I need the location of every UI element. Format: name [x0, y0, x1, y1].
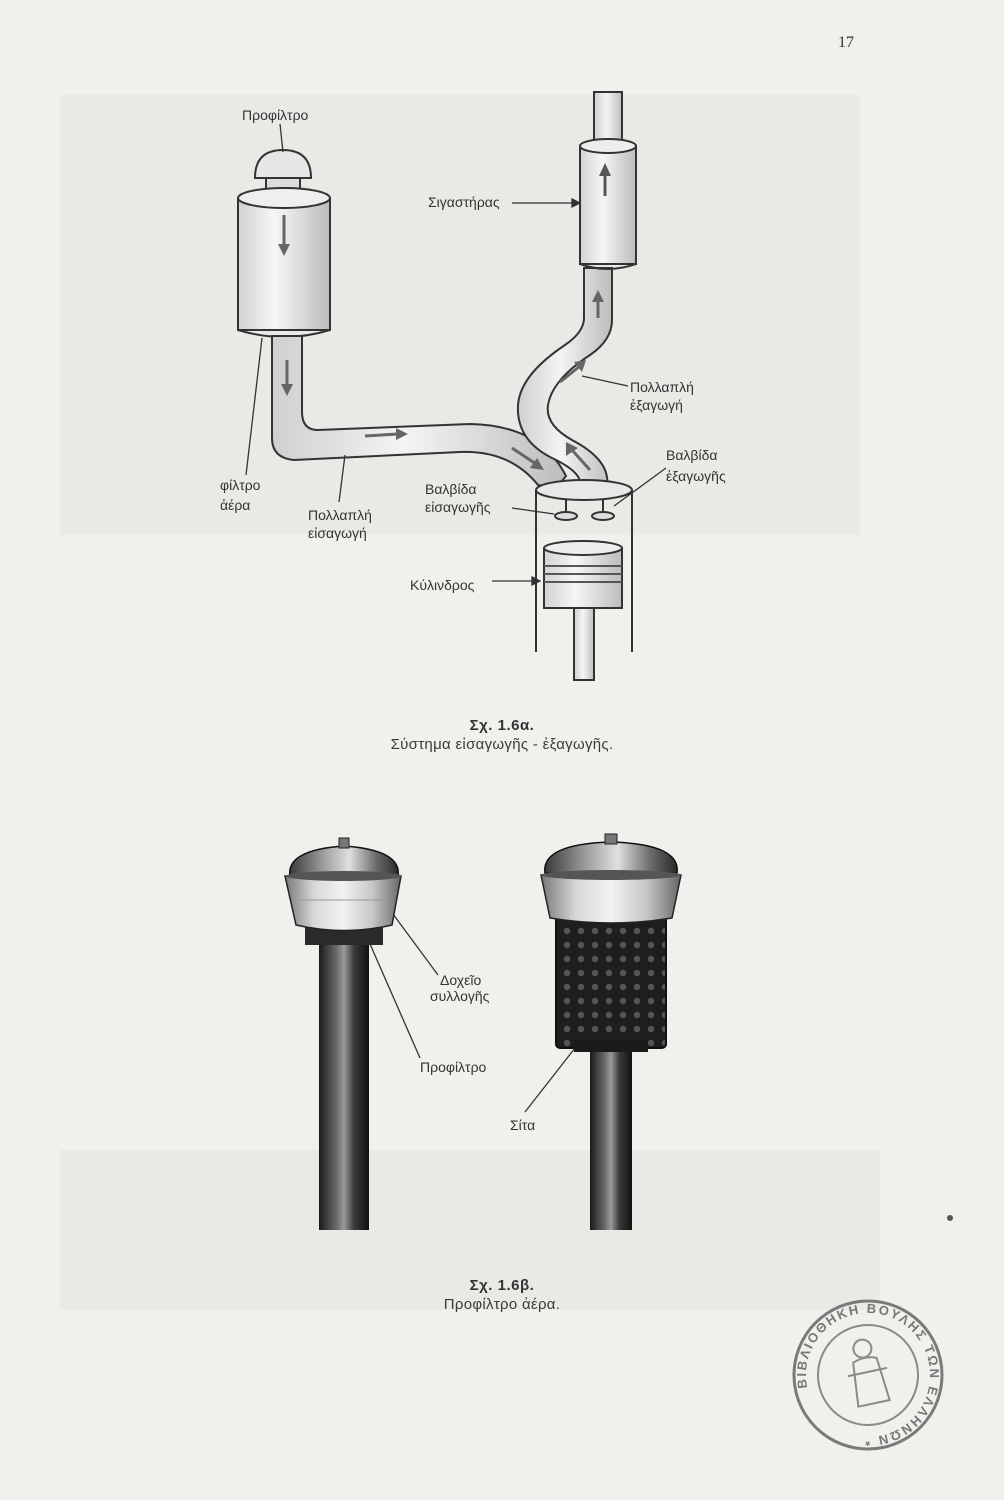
- label-intake-valve-line1: Βαλβίδα: [425, 481, 477, 497]
- figure-b-caption: [0, 1277, 1004, 1313]
- label-muffler: Σιγαστήρας: [428, 194, 500, 210]
- stamp-ring-text: ΒΙΒΛΙΟΘΗΚΗ ΒΟΥΛΗΣ ΤΩΝ ΕΛΛΗΝΩΝ *: [793, 1300, 943, 1450]
- prefilter-photo-left: [285, 838, 402, 1230]
- label-air-filter-line1: φίλτρο: [220, 477, 261, 493]
- figure-b-number: Σχ. 1.6β.: [469, 1277, 535, 1294]
- page-number: 17: [838, 34, 854, 51]
- air-filter-canister: [238, 188, 330, 337]
- intake-valve-icon: [555, 500, 577, 520]
- figure-a-caption: [0, 717, 1004, 753]
- figure-b-title: Προφίλτρο ἀέρα.: [443, 1296, 561, 1313]
- label-prefilter-photo: Προφίλτρο: [420, 1059, 487, 1075]
- label-prefilter: Προφίλτρο: [242, 107, 309, 123]
- figure-a-number: Σχ. 1.6α.: [469, 717, 535, 734]
- ink-dot: [947, 1215, 953, 1221]
- exhaust-valve-icon: [592, 500, 614, 520]
- label-intake-manifold-line1: Πολλαπλή: [308, 507, 372, 523]
- label-exhaust-valve-line1: Βαλβίδα: [666, 447, 718, 463]
- label-exhaust-valve-line2: ἐξαγωγῆς: [666, 468, 726, 484]
- label-exhaust-manifold-line2: ἐξαγωγή: [630, 397, 683, 413]
- label-intake-manifold-line2: εἰσαγωγή: [308, 525, 367, 541]
- svg-text:ΒΙΒΛΙΟΘΗΚΗ ΒΟΥΛΗΣ ΤΩΝ ΕΛΛΗΝΩΝ: [780, 1287, 956, 1463]
- label-collection-bowl-line1: Δοχεῖο: [440, 972, 482, 988]
- figure-a-title: Σύστημα εἰσαγωγῆς - ἐξαγωγῆς.: [390, 736, 614, 753]
- muffler: [580, 92, 636, 269]
- stamp-figure-icon: [841, 1336, 894, 1408]
- label-collection-bowl-line2: συλλογῆς: [430, 988, 490, 1004]
- library-stamp: [780, 1287, 956, 1463]
- engine-cylinder: [536, 480, 632, 680]
- label-screen: Σίτα: [510, 1117, 536, 1133]
- prefilter-photo-right: [541, 834, 681, 1230]
- label-cylinder: Κύλινδρος: [410, 577, 475, 593]
- label-exhaust-manifold-line1: Πολλαπλή: [630, 379, 694, 395]
- label-air-filter-line2: ἀέρα: [220, 497, 251, 513]
- label-intake-valve-line2: εἰσαγωγῆς: [425, 499, 491, 515]
